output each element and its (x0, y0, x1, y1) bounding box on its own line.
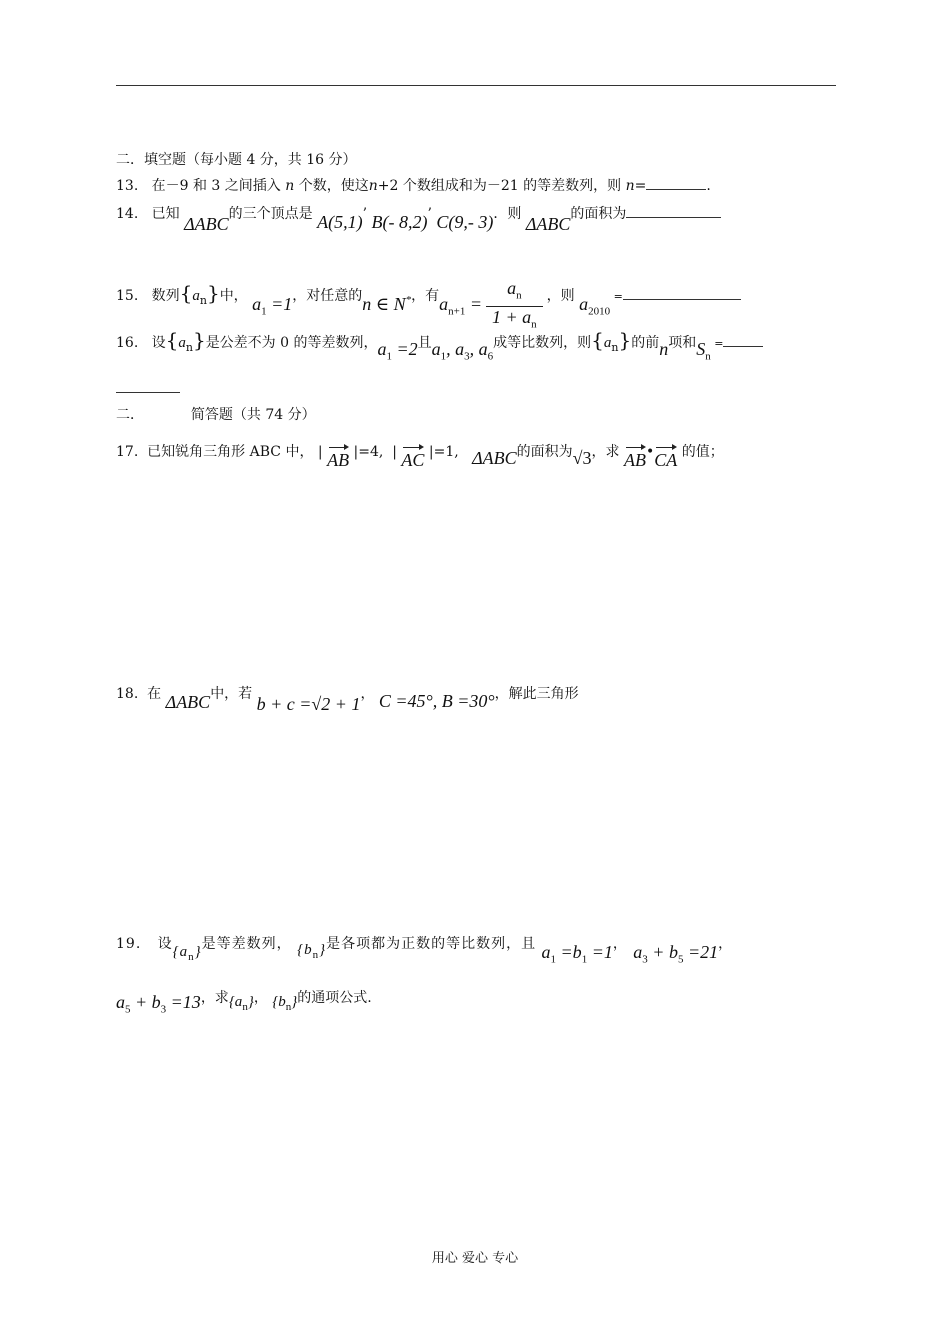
question-text: 是各项都为正数的等比数列，且 (326, 936, 537, 952)
question-number: 13. (116, 178, 139, 194)
math-sub: n (611, 340, 619, 354)
question-text: 的前 (631, 335, 660, 351)
brace: } (192, 328, 206, 352)
abs-bar: | (392, 444, 397, 460)
math-angles: C =45°, B =30° (378, 691, 495, 711)
math-a1: $a_1 =2$ (377, 339, 418, 363)
answer-blank[interactable] (116, 378, 180, 393)
answer-blank[interactable] (723, 332, 763, 347)
question-text: . (706, 178, 711, 194)
answer-blank[interactable] (646, 175, 706, 190)
section-title-text: 简答题（共 74 分） (190, 407, 316, 423)
question-text: ，求 (200, 990, 229, 1006)
question-text: 已知 (151, 206, 180, 222)
question-15 (116, 268, 741, 331)
question-text: = (610, 290, 623, 304)
math-sqrt: √3 (572, 448, 592, 468)
question-text: = (634, 178, 647, 194)
math-var: a (192, 288, 200, 305)
question-number: 18. (116, 686, 139, 702)
seq-a: $\{a_n\}$ (172, 944, 202, 963)
math-fraction: $\frac{a_n}{1 + a_n}$ (486, 278, 543, 334)
question-text: ， (718, 936, 734, 952)
question-number: 15. (116, 288, 139, 305)
answer-blank[interactable] (623, 285, 741, 300)
question-text: 中， (219, 288, 248, 305)
question-text: 的三个顶点是 (228, 206, 313, 222)
question-text: 数列 (151, 288, 180, 305)
brace: } (206, 281, 220, 306)
condition-3: $a_5 + b_3 =13$ (116, 992, 201, 1016)
math-var: n (625, 178, 635, 194)
question-text: 且 (417, 335, 432, 351)
math-var: a (178, 335, 186, 351)
question-text: |=4, (353, 444, 384, 460)
question-text: 个数，使这 (298, 178, 369, 194)
math-a1: $a_1 =1$ (252, 294, 293, 318)
vector-ab: AB (624, 442, 646, 470)
question-16 (116, 328, 763, 363)
question-19-line-2 (116, 986, 372, 1014)
section-label: 二． (116, 407, 144, 423)
question-text: 在－9 和 3 之间插入 (151, 178, 281, 194)
question-text: ，则 (546, 288, 575, 305)
brace: } (618, 328, 632, 352)
math-sequence-terms: $a_1$, $a_3$, $a_6$ (431, 339, 494, 363)
page-footer: 用心 爱心 专心 (431, 1251, 519, 1266)
question-text: ，有 (411, 288, 440, 305)
seq-b: $\{b_n\}$ (272, 994, 298, 1013)
question-text: ， (612, 936, 628, 952)
question-number: 19. (116, 936, 142, 952)
math-point-c: C(9,- 3) (436, 212, 494, 232)
math-triangle: ΔABC (184, 214, 229, 234)
math-condition: b + c =√2 + 1 (256, 694, 361, 714)
math-sub: n (185, 340, 193, 354)
section-fill-in-title (116, 150, 357, 170)
math-triangle: ΔABC (525, 214, 571, 234)
math-triangle: ΔABC (472, 448, 517, 468)
seq-b: $\{b_n\}$ (297, 942, 327, 961)
brace: { (165, 328, 179, 352)
question-text: 项和 (668, 335, 697, 351)
question-text: ，对任意的 (292, 288, 363, 305)
math-var: a (603, 335, 612, 351)
condition-2: $a_3 + b_5 =21$ (633, 942, 719, 966)
math-var: n (659, 339, 669, 359)
answer-blank-continued (116, 378, 180, 399)
question-text: ， (360, 686, 375, 702)
vector-ab: AB (327, 442, 349, 470)
answer-blank[interactable] (626, 203, 721, 218)
question-text: 设 (157, 936, 173, 952)
question-18 (116, 682, 579, 714)
question-14: 14. 已知 ΔABC的三个顶点是 A(5,1)’ B(- 8,2)’ C(9,- 3)．则 ΔABC的面积为 (116, 202, 721, 224)
question-text: |=1, (428, 444, 459, 460)
question-text: 已知锐角三角形 ABC 中， (147, 444, 314, 460)
question-text: ， (253, 990, 268, 1006)
math-recurrence-lhs: $a_{n+1}$ = (439, 294, 483, 318)
question-text: 中，若 (210, 686, 253, 702)
math-triangle: ΔABC (165, 692, 211, 712)
vector-ac: AC (401, 442, 424, 470)
question-19-line-1 (116, 932, 734, 966)
math-point-a: A(5,1) (317, 212, 363, 232)
question-text: 设 (151, 335, 166, 351)
question-text: 是公差不为 0 的等差数列， (205, 335, 378, 351)
math-sub: n (199, 293, 207, 307)
question-17 (116, 432, 724, 470)
vector-ca: CA (654, 442, 677, 470)
question-text: +2 个数组成和为－21 的等差数列，则 (377, 178, 622, 194)
abs-bar: | (317, 444, 323, 460)
question-text: 的面积为 (516, 444, 573, 460)
question-text: 是等差数列， (201, 936, 292, 952)
dot-product: • (645, 444, 655, 460)
question-number: 14. (116, 206, 139, 222)
math-point-b: B(- 8,2) (371, 212, 428, 232)
math-var: n (285, 178, 295, 194)
section-title-text: 二．填空题（每小题 4 分，共 16 分） (116, 152, 357, 168)
condition-1: $a_1 =b_1 =1$ (541, 942, 613, 966)
seq-a: $\{a_n\}$ (228, 994, 254, 1013)
header-rule (116, 85, 836, 86)
question-text: 的面积为 (570, 206, 627, 222)
question-text: 的值； (681, 444, 724, 460)
section-answer-title (116, 405, 316, 425)
brace: { (591, 328, 604, 352)
question-text: 在 (147, 686, 162, 702)
question-text: ，解此三角形 (494, 686, 579, 702)
question-text: ．则 (493, 206, 522, 222)
math-n-in-N: n ∈ N* (362, 294, 412, 315)
question-13 (116, 175, 711, 196)
math-var: n (368, 178, 378, 194)
math-a2010: $a_{2010}$ (579, 294, 611, 318)
question-text: 成等比数列，则 (493, 335, 592, 351)
question-text: 的通项公式. (297, 990, 372, 1006)
math-Sn: $S_n$ (696, 339, 711, 363)
question-number: 16. (116, 335, 139, 351)
question-text: ，求 (591, 444, 620, 460)
brace: { (179, 281, 193, 306)
question-text: = (710, 337, 724, 350)
question-number: 17. (116, 444, 139, 460)
